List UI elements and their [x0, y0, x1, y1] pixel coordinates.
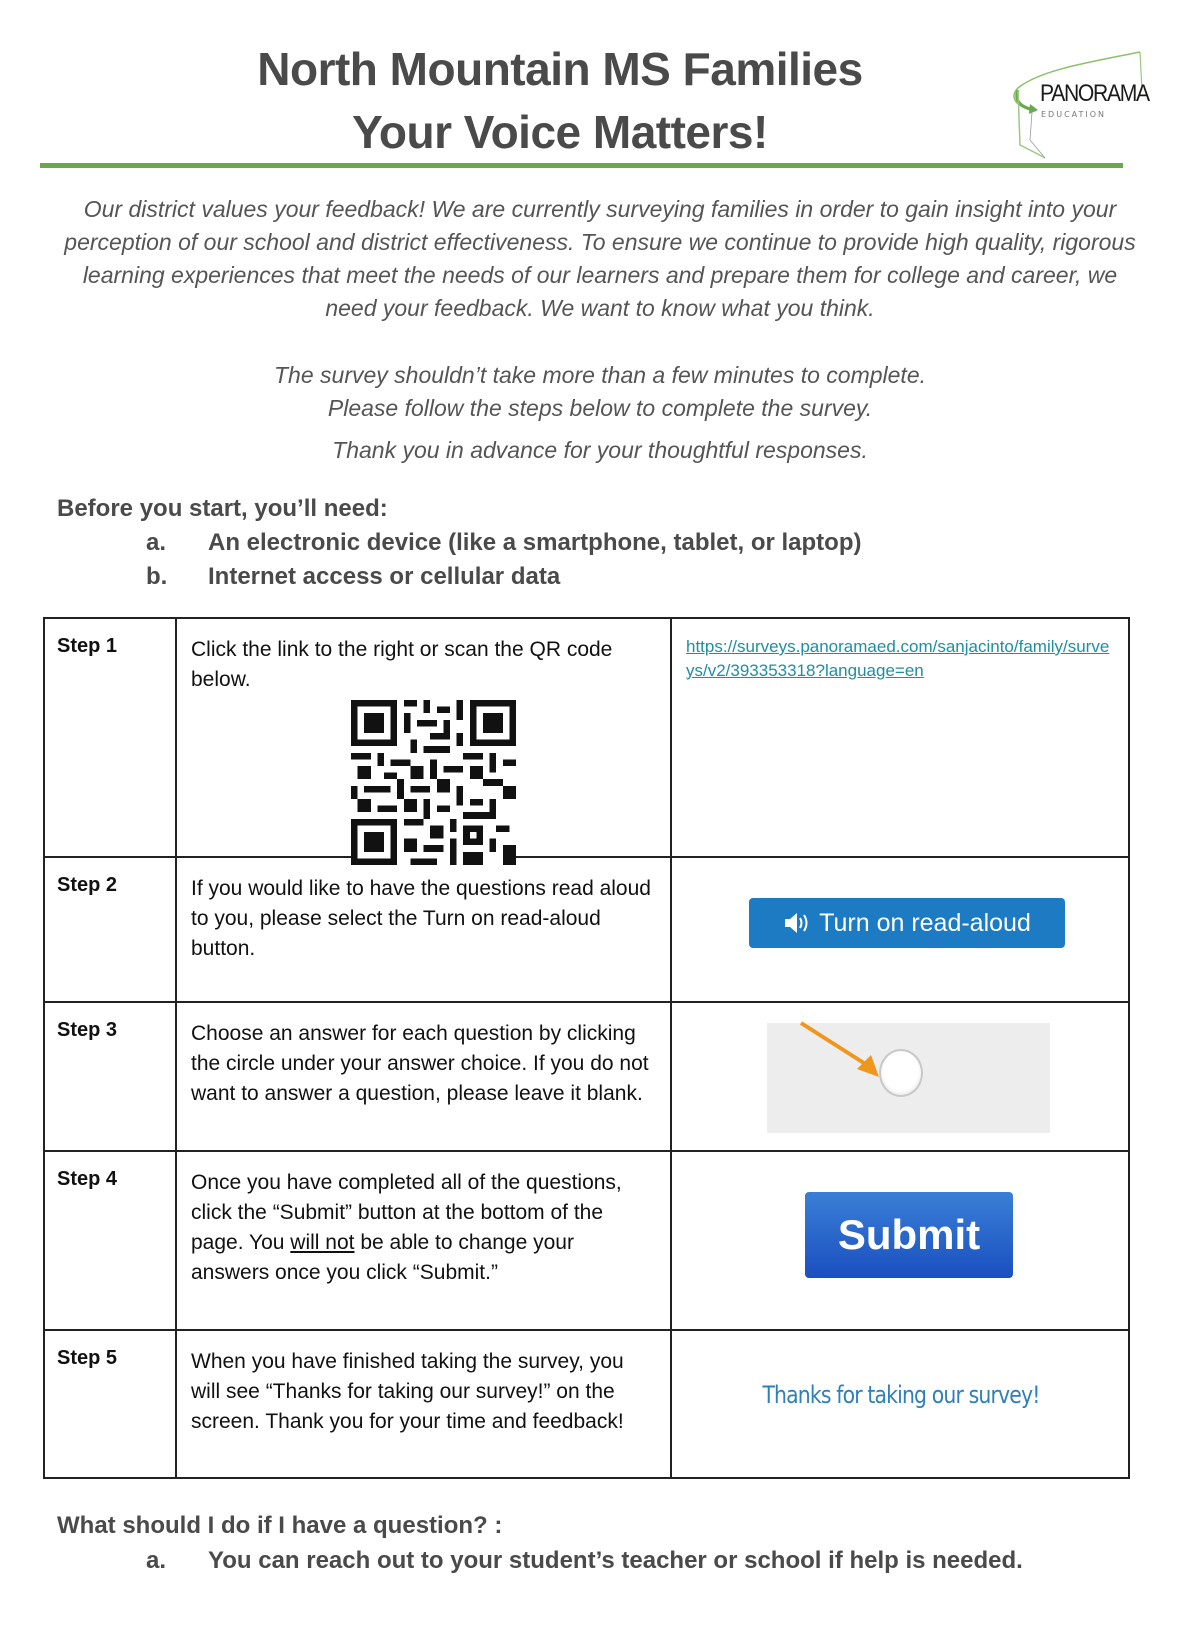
- table-row: [44, 1151, 1129, 1330]
- step-text-part: Once you have completed all of the questions, click the “Submit” button at the bottom of the page. You: [191, 1171, 622, 1254]
- step-visual: [671, 1002, 1129, 1151]
- step-visual: [671, 618, 1129, 857]
- step-label: Step 4: [44, 1151, 176, 1330]
- logo-wordmark: PANORAMA: [1040, 80, 1149, 107]
- thanks-message: Thanks for taking our survey!: [762, 1381, 1040, 1409]
- step-label: Step 2: [44, 857, 176, 1002]
- step-visual: [671, 1330, 1129, 1478]
- step-text: Choose an answer for each question by clicking the circle under your answer choice. If you do not want to answer a question, please leave it blank.: [176, 1002, 671, 1151]
- submit-button[interactable]: Submit: [805, 1192, 1013, 1278]
- step-visual: [671, 1151, 1129, 1330]
- step-description: [176, 618, 671, 857]
- intro-duration: The survey shouldn’t take more than a few minutes to complete.: [274, 362, 926, 388]
- step-text: If you would like to have the questions read aloud to you, please select the Turn on read-aloud button.: [176, 857, 671, 1002]
- step-label: Step 1: [44, 618, 176, 857]
- table-row: [44, 1002, 1129, 1151]
- logo-subtitle: EDUCATION: [1041, 110, 1107, 119]
- page-title-line2: Your Voice Matters!: [352, 106, 768, 158]
- step-label: Step 3: [44, 1002, 176, 1151]
- step-visual: [671, 857, 1129, 1002]
- step-text: When you have finished taking the survey, you will see “Thanks for taking our survey!” on the screen. Thank you for your time and feedback!: [176, 1330, 671, 1478]
- requirement-item: [146, 529, 861, 557]
- header-divider: [40, 163, 1123, 168]
- intro-thanks: Thank you in advance for your thoughtful responses.: [332, 437, 868, 463]
- step-label: Step 5: [44, 1330, 176, 1478]
- list-marker: b.: [146, 563, 168, 590]
- arrow-pointer-icon: [797, 1019, 917, 1089]
- requirement-item: [146, 563, 560, 591]
- help-text: You can reach out to your student’s teacher or school if help is needed.: [208, 1547, 1023, 1574]
- requirement-text: Internet access or cellular data: [208, 563, 561, 590]
- before-start-heading: Before you start, you’ll need:: [57, 495, 388, 522]
- list-marker: a.: [146, 529, 167, 556]
- read-aloud-label: Turn on read-aloud: [819, 908, 1031, 937]
- intro-instructions: Please follow the steps below to complete the survey.: [327, 395, 873, 421]
- panorama-logo: [1000, 50, 1175, 160]
- survey-link[interactable]: https://surveys.panoramaed.com/sanjacinto/family/surveys/v2/393353318?language=en: [686, 637, 1110, 680]
- step-text: [176, 1151, 671, 1330]
- intro-paragraph: Our district values your feedback! We are currently surveying families in order to gain insight into your perception of our school and district effectiveness. To ensure we continue to provide high quality, rigorous learning experiences that meet the needs of our learners and prepare them for college and career, we need your feedback. We want to know what you think.: [64, 196, 1136, 321]
- list-marker: a.: [146, 1547, 167, 1574]
- help-item: [146, 1547, 1023, 1575]
- page-title-line1: North Mountain MS Families: [257, 43, 863, 95]
- speaker-icon: [783, 911, 811, 935]
- table-row: [44, 1330, 1129, 1478]
- step-text: Click the link to the right or scan the QR code below.: [191, 638, 613, 691]
- read-aloud-button[interactable]: [749, 898, 1065, 948]
- question-heading: What should I do if I have a question? :: [57, 1512, 503, 1539]
- steps-table: [43, 617, 1130, 1479]
- qr-code-icon[interactable]: [351, 700, 516, 865]
- step-text-part: be able to change your answers once you click “Submit.”: [191, 1231, 574, 1284]
- requirement-text: An electronic device (like a smartphone, tablet, or laptop): [208, 529, 862, 556]
- table-row: [44, 618, 1129, 857]
- emphasis-will-not: will not: [290, 1231, 355, 1254]
- table-row: [44, 857, 1129, 1002]
